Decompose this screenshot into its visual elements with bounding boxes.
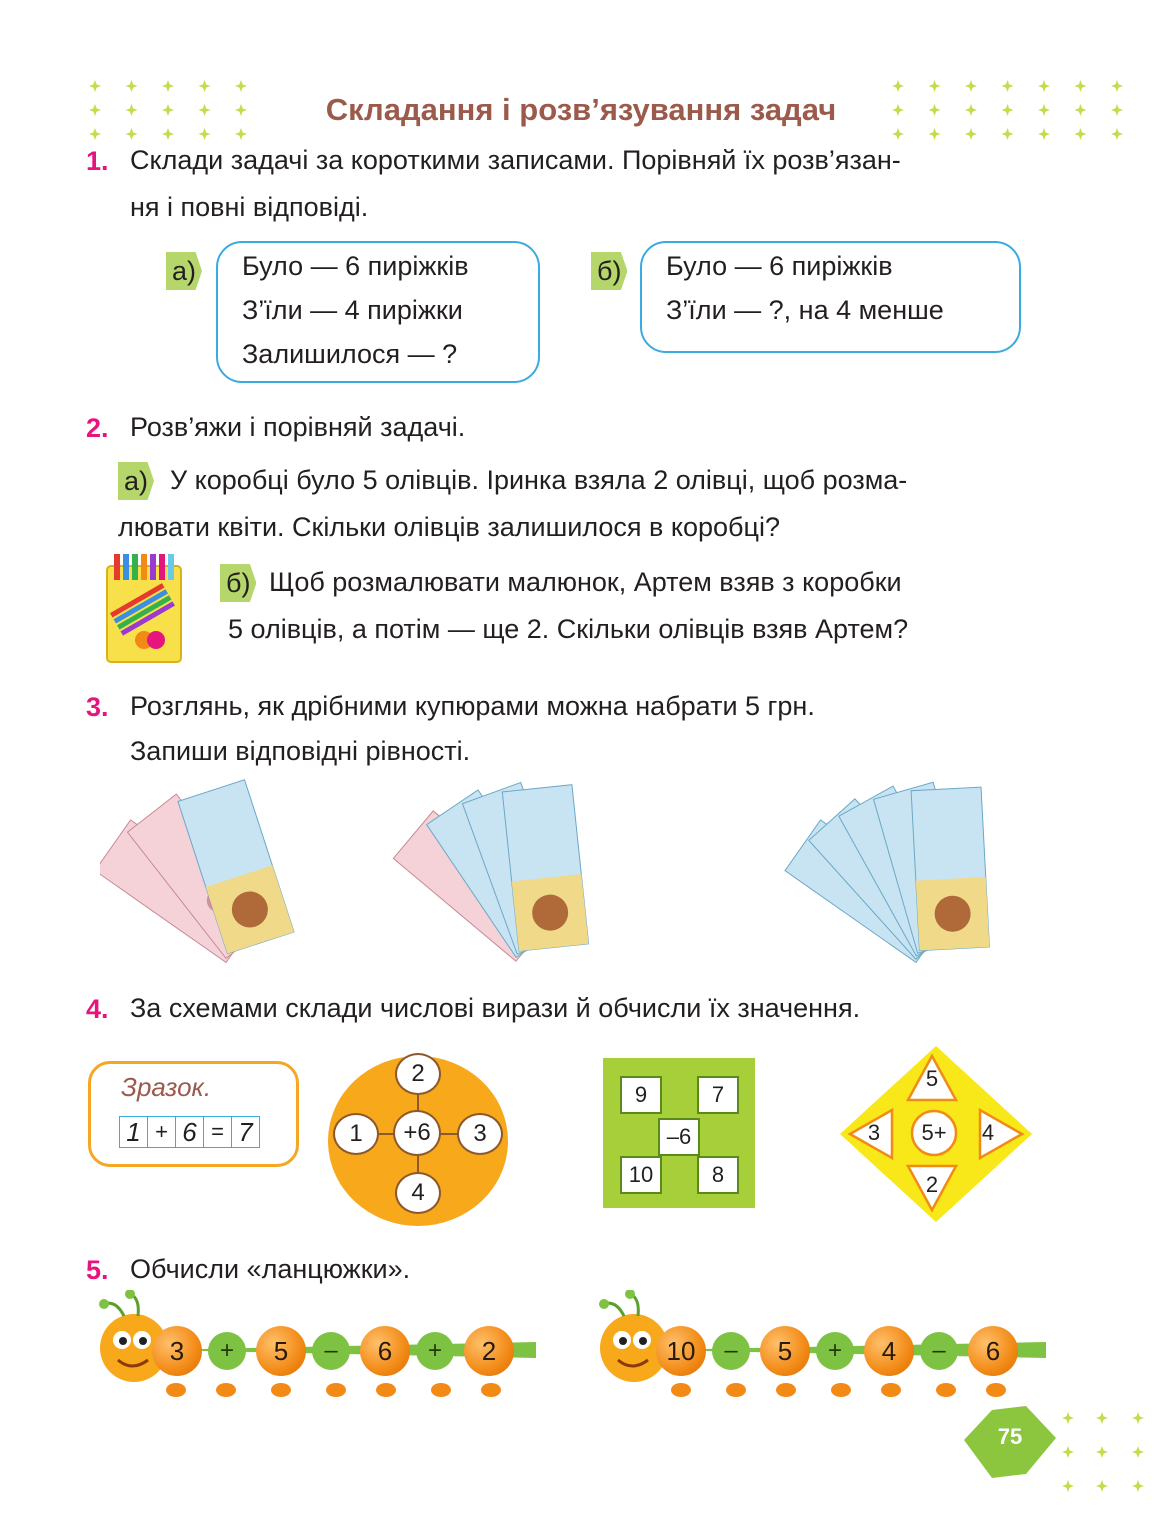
chain2-item: 10: [656, 1326, 706, 1376]
chain2-item: 6: [968, 1326, 1018, 1376]
star-decoration: [1002, 128, 1014, 140]
task1-a-line3: Залишилося — ?: [242, 339, 458, 369]
task2-a-label: а): [118, 462, 154, 500]
task1-b-box: [640, 241, 1021, 353]
star-decoration: [1038, 128, 1050, 140]
task2-b-line2: 5 олівців, а потім — ще 2. Скільки олівців взяв Артем?: [228, 614, 909, 644]
star-decoration: [1111, 80, 1123, 92]
task1-a-box: [216, 241, 540, 383]
star-decoration: [1096, 1446, 1108, 1458]
task1-text-line2: ня і повні відповіді.: [130, 192, 369, 222]
task3-text-line1: Розглянь, як дрібними купюрами можна набрати 5 грн.: [130, 691, 815, 721]
square-br-number: 8: [697, 1156, 739, 1194]
sample-equation: [119, 1116, 260, 1148]
task1-number: 1.: [86, 146, 109, 176]
diamond-right-number: 4: [981, 1120, 995, 1145]
star-decoration: [162, 80, 174, 92]
task2-number: 2.: [86, 413, 109, 443]
task2-a-line2: лювати квіти. Скільки олівців залишилося в коробці?: [118, 512, 781, 542]
star-decoration: [1111, 128, 1123, 140]
task3-number: 3.: [86, 692, 109, 722]
banknotes-fan-3: [760, 765, 1020, 970]
star-decoration: [126, 80, 138, 92]
star-decoration: [1002, 80, 1014, 92]
chain2-item: –: [920, 1332, 958, 1370]
sample-cell: 7: [238, 1117, 253, 1147]
square-tl-number: 9: [620, 1076, 662, 1114]
diamond-top-number: 5: [925, 1066, 939, 1091]
star-decoration: [1096, 1480, 1108, 1492]
task4-number: 4.: [86, 994, 109, 1024]
star-decoration: [1132, 1412, 1144, 1424]
star-decoration: [89, 128, 101, 140]
star-decoration: [1062, 1480, 1074, 1492]
task2-a-line1: У коробці було 5 олівців. Іринка взяла 2 олівці, щоб розма-: [170, 465, 908, 495]
task2-b-line1: Щоб розмалювати малюнок, Артем взяв з коробки: [269, 567, 902, 597]
task3-text-line2: Запиши відповідні рівності.: [130, 736, 471, 766]
star-decoration: [1062, 1446, 1074, 1458]
diamond-left-number: 3: [867, 1120, 881, 1145]
circle-center-operation: +6: [393, 1110, 441, 1156]
sample-label: Зразок.: [121, 1072, 212, 1102]
chain1-item: 3: [152, 1326, 202, 1376]
page-number: 75: [997, 1424, 1023, 1449]
star-decoration: [235, 80, 247, 92]
diamond-bottom-number: 2: [925, 1172, 939, 1197]
star-decoration: [1096, 1412, 1108, 1424]
sample-cell: 6: [176, 1117, 204, 1147]
chain1-item: 6: [360, 1326, 410, 1376]
task1-a-line2: З’їли — 4 пиріжки: [242, 295, 463, 325]
chain2-item: 4: [864, 1326, 914, 1376]
task1-a-label: а): [166, 252, 202, 290]
chain1-item: –: [312, 1332, 350, 1370]
chain1-item: 2: [464, 1326, 514, 1376]
caterpillar-chain-2: [596, 1290, 1056, 1410]
pencil-box-illustration: [104, 552, 184, 664]
chain2-item: –: [712, 1332, 750, 1370]
square-center-operation: –6: [658, 1118, 700, 1156]
task5-text-line1: Обчисли «ланцюжки».: [130, 1254, 411, 1284]
task1-text-line1: Склади задачі за короткими записами. Порівняй їх розв’язан-: [130, 145, 901, 175]
task1-b-label: б): [591, 252, 627, 290]
task2-text-line1: Розв’яжи і порівняй задачі.: [130, 412, 466, 442]
chain1-item: 5: [256, 1326, 306, 1376]
star-decoration: [892, 80, 904, 92]
task1-a-line1: Було — 6 пиріжків: [242, 251, 469, 281]
task2-b-label: б): [220, 564, 256, 602]
star-decoration: [965, 80, 977, 92]
diamond-center-operation: 5+: [921, 1120, 947, 1145]
square-tr-number: 7: [697, 1076, 739, 1114]
banknotes-fan-1: [100, 770, 320, 970]
circle-right-number: 3: [457, 1113, 503, 1155]
sample-cell: 1: [120, 1117, 148, 1147]
circle-left-number: 1: [333, 1113, 379, 1155]
page-title: Складання і розв’язування задач: [325, 92, 837, 127]
star-decoration: [929, 128, 941, 140]
chain1-item: +: [208, 1332, 246, 1370]
circle-top-number: 2: [395, 1053, 441, 1095]
task4-text-line1: За схемами склади числові вирази й обчисли їх значення.: [130, 993, 861, 1023]
chain2-item: 5: [760, 1326, 810, 1376]
square-bl-number: 10: [620, 1156, 662, 1194]
sample-cell: +: [148, 1117, 176, 1147]
banknotes-fan-2: [390, 770, 620, 970]
star-decoration: [199, 80, 211, 92]
task5-number: 5.: [86, 1255, 109, 1285]
sample-box: [88, 1061, 299, 1167]
star-decoration: [965, 128, 977, 140]
star-decoration: [1062, 1412, 1074, 1424]
circle-bottom-number: 4: [395, 1172, 441, 1214]
task1-b-line2: З’їли — ?, на 4 менше: [666, 295, 944, 325]
caterpillar-chain-1: [96, 1290, 556, 1410]
chain1-item: +: [416, 1332, 454, 1370]
star-decoration: [1132, 1446, 1144, 1458]
star-decoration: [1132, 1480, 1144, 1492]
sample-cell: =: [204, 1117, 232, 1147]
chain2-item: +: [816, 1332, 854, 1370]
star-decoration: [1038, 80, 1050, 92]
star-decoration: [929, 80, 941, 92]
task1-b-line1: Було — 6 пиріжків: [666, 251, 893, 281]
star-decoration: [1075, 128, 1087, 140]
star-decoration: [89, 80, 101, 92]
star-decoration: [1075, 80, 1087, 92]
